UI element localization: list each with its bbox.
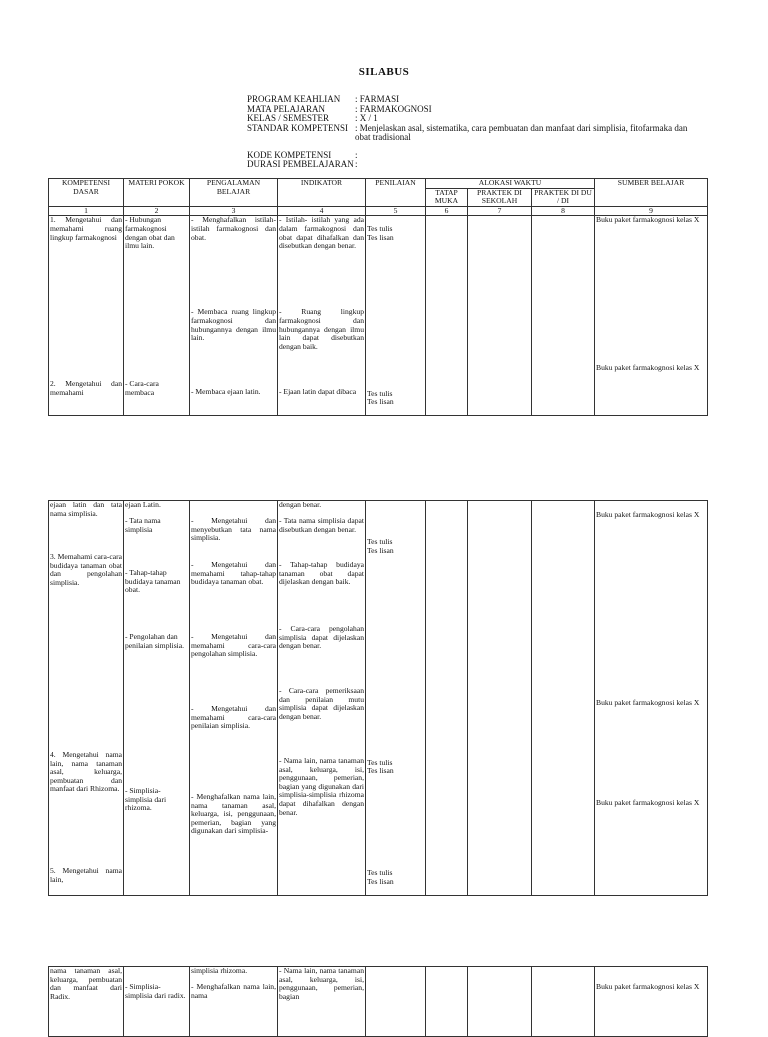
indikator-text: - Nama lain, nama tanaman asal, keluarga, isi, penggunaan, pemerian, bagian [279, 966, 364, 1001]
document-title: SILABUS [358, 66, 410, 78]
column-number: 4 [278, 206, 366, 216]
penilaian-text: Tes tulis Tes lisan [367, 868, 394, 886]
meta-value: : Menjelaskan asal, sistematika, cara pembuatan dan manfaat dari simplisia, fitofarmaka dan obat tradisional [355, 122, 688, 142]
meta-key: KODE KOMPETENSI [247, 149, 332, 160]
pengalaman-text: - Mengetahui dan memahami cara-cara pengolahan simplisia. [191, 632, 276, 659]
header-tatap: TATAP MUKA [426, 188, 468, 206]
sumber-text: Buku paket farmakognosi kelas X [596, 510, 700, 519]
pengalaman-text: - Menghafalkan istilah-istilah farmakognosi dan obat. [191, 215, 276, 242]
pengalaman-text: - Mengetahui dan memahami tahap-tahap budidaya tanaman obat. [191, 560, 276, 587]
header-alokasi: ALOKASI WAKTU [426, 179, 595, 189]
meta-key: KELAS / SEMESTER [247, 113, 330, 123]
meta-key: PROGRAM KEAHLIAN [247, 94, 341, 104]
pengalaman-text: - Menghafalkan nama lain, nama tanaman asal, keluarga, isi, penggunaan, pemerian, bagian yang digunakan dari simplisia- [191, 792, 276, 836]
cell-materi [124, 501, 190, 896]
cell-penilaian [366, 501, 426, 896]
indikator-text: - Tahap-tahap budidaya tanaman obat dapat dijelaskan dengan baik. [279, 560, 364, 587]
cell-tatap [426, 967, 468, 1037]
column-number: 3 [190, 206, 278, 216]
cell-praktek-sekolah [468, 501, 532, 896]
materi-text: - Tata nama simplisia [125, 516, 161, 534]
cell-indikator [278, 216, 366, 416]
kd-text: 5. Mengetahui nama lain, [50, 866, 122, 884]
cell-materi [124, 216, 190, 416]
pengalaman-text: - Menghafalkan nama lain, nama [191, 982, 276, 1000]
meta-row [247, 124, 700, 143]
kd-text: nama tanaman asal, keluarga, pembuatan dan manfaat dari Radix. [50, 966, 122, 1001]
meta-key: STANDAR KOMPETENSI [247, 122, 349, 133]
column-number: 5 [366, 206, 426, 216]
pengalaman-text: - Membaca ruang lingkup farmakognosi dan hubungannya dengan ilmu lain. [191, 307, 276, 343]
sumber-text: Buku paket farmakognosi kelas X [596, 798, 700, 807]
column-number: 7 [468, 206, 532, 216]
syllabus-table-page1 [48, 178, 708, 416]
indikator-text: dengan benar. [279, 500, 322, 509]
header-kd: KOMPETENSI DASAR [49, 179, 124, 207]
table-row [49, 216, 708, 416]
meta-value: : FARMAKOGNOSI [355, 103, 432, 114]
cell-praktek-du [532, 967, 595, 1037]
syllabus-meta [247, 95, 700, 170]
cell-kd [49, 216, 124, 416]
kd-text: 3. Memahami cara-cara budidaya tanaman obat dan pengolahan simplisia. [50, 552, 122, 587]
header-penilaian: PENILAIAN [366, 179, 426, 207]
cell-materi [124, 967, 190, 1037]
meta-key: MATA PELAJARAN [247, 103, 326, 114]
materi-text: - Hubungan farmakognosi dengan obat dan ilmu lain. [125, 215, 175, 251]
penilaian-text: Tes tulis Tes lisan [367, 757, 394, 776]
materi-text: - Cara-cara membaca [125, 379, 159, 397]
sumber-text: Buku paket farmakognosi kelas X [596, 982, 700, 991]
header-row [49, 179, 708, 189]
indikator-text: - Ruang lingkup farmakognosi dan hubungannya dengan ilmu lain dapat disebutkan dengan baik. [279, 307, 364, 351]
materi-text: - Pengolahan dan penilaian simplisia. [125, 632, 185, 650]
indikator-text: - Nama lain, nama tanaman asal, keluarga, isi, penggunaan, pemerian, bagian yang digunakan dari simplisia-simplisia rhizoma dapat dihafalkan dengan benar. [279, 756, 364, 817]
cell-sumber [595, 967, 708, 1037]
meta-value: : X / 1 [355, 113, 378, 123]
column-number: 8 [532, 206, 595, 216]
cell-indikator [278, 967, 366, 1037]
cell-pengalaman [190, 967, 278, 1037]
cell-kd [49, 967, 124, 1037]
header-pengalaman: PENGALAMAN BELAJAR [190, 179, 278, 207]
cell-indikator [278, 501, 366, 896]
penilaian-text: Tes tulis Tes lisan [367, 388, 394, 407]
materi-text: ejaan Latin. [125, 500, 161, 509]
cell-tatap [426, 501, 468, 896]
kd-text: 1. Mengetahui dan memahami ruang lingkup farmakognosi [50, 215, 122, 242]
indikator-text: - Tata nama simplisia dapat disebutkan dengan benar. [279, 516, 364, 534]
cell-praktek-du [532, 216, 595, 416]
column-number: 1 [49, 206, 124, 216]
meta-value: : [355, 149, 358, 160]
cell-sumber [595, 216, 708, 416]
column-number: 2 [124, 206, 190, 216]
cell-praktek-du [532, 501, 595, 896]
pengalaman-text: - Mengetahui dan menyebutkan tata nama simplisia. [191, 516, 276, 543]
meta-key: DURASI PEMBELAJARAN [247, 159, 354, 169]
kd-text: 4. Mengetahui nama lain, nama tanaman asal, keluarga, pembuatan dan manfaat dari Rhizoma. [50, 750, 122, 794]
kd-text: ejaan latin dan tata nama simplisia. [50, 500, 122, 518]
cell-sumber [595, 501, 708, 896]
column-number-row [49, 206, 708, 216]
indikator-text: - Cara-cara pengolahan simplisia dapat dijelaskan dengan benar. [279, 624, 364, 651]
meta-value: : FARMASI [355, 94, 400, 104]
cell-penilaian [366, 967, 426, 1037]
syllabus-table-page2 [48, 500, 708, 896]
table-row [49, 501, 708, 896]
header-materi: MATERI POKOK [124, 179, 190, 207]
pengalaman-text: simplisia rhizoma. [191, 966, 248, 975]
cell-pengalaman [190, 501, 278, 896]
column-number: 6 [426, 206, 468, 216]
sumber-text: Buku paket farmakognosi kelas X [596, 698, 700, 707]
column-number: 9 [595, 206, 708, 216]
kd-text: 2. Mengetahui dan memahami [50, 379, 122, 397]
indikator-text: - Istilah- istilah yang ada dalam farmakognosi dan obat dapat dihafalkan dan disebutkan dengan benar. [279, 215, 364, 251]
cell-kd [49, 501, 124, 896]
cell-praktek-sekolah [468, 967, 532, 1037]
table-row [49, 967, 708, 1037]
header-praktek-sekolah: PRAKTEK DI SEKOLAH [468, 188, 532, 206]
pengalaman-text: - Membaca ejaan latin. [191, 387, 261, 397]
meta-row [247, 160, 700, 170]
cell-praktek-sekolah [468, 216, 532, 416]
penilaian-text: Tes tulis Tes lisan [367, 537, 394, 555]
materi-text: - Simplisia-simplisia dari rhizoma. [125, 786, 167, 813]
header-indikator: INDIKATOR [278, 179, 366, 207]
header-praktek-du: PRAKTEK DI DU / DI [532, 188, 595, 206]
materi-text: - Simplisia-simplisia dari radix. [125, 982, 186, 1000]
meta-value: : [355, 159, 358, 169]
penilaian-text: Tes tulis Tes lisan [367, 223, 394, 242]
cell-penilaian [366, 216, 426, 416]
pengalaman-text: - Mengetahui dan memahami cara-cara penilaian simplisia. [191, 704, 276, 731]
indikator-text: - Ejaan latin dapat dibaca [279, 387, 357, 397]
materi-text: - Tahap-tahap budidaya tanaman obat. [125, 568, 181, 595]
cell-pengalaman [190, 216, 278, 416]
cell-tatap [426, 216, 468, 416]
sumber-text: Buku paket farmakognosi kelas X [596, 215, 700, 225]
indikator-text: - Cara-cara pemeriksaan dan penilaian mutu simplisia dapat dijelaskan dengan benar. [279, 686, 364, 721]
header-sumber: SUMBER BELAJAR [595, 179, 708, 207]
syllabus-table-page3 [48, 966, 708, 1037]
sumber-text: Buku paket farmakognosi kelas X [596, 363, 700, 373]
